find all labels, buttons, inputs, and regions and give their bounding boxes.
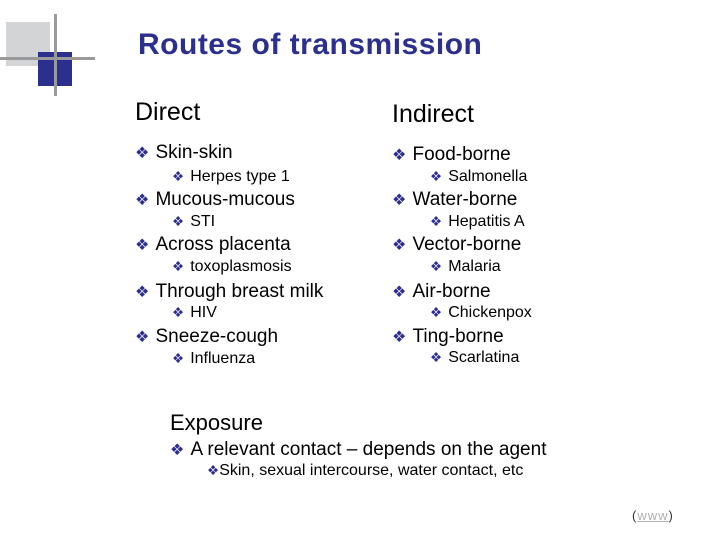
diamond-bullet-icon: ❖: [172, 305, 185, 320]
diamond-bullet-icon: ❖: [392, 146, 407, 164]
decor-horizontal-line: [0, 57, 95, 60]
direct-heading: Direct: [135, 98, 201, 126]
slide-title: Routes of transmission: [138, 28, 483, 61]
diamond-bullet-icon: ❖: [430, 214, 443, 229]
diamond-bullet-icon: ❖: [135, 191, 150, 209]
direct-item: ❖ Sneeze-cough: [135, 326, 279, 347]
diamond-bullet-icon: ❖: [135, 283, 150, 301]
diamond-bullet-icon: ❖: [135, 144, 150, 162]
indirect-subitem: ❖ Chickenpox: [430, 304, 532, 321]
diamond-bullet-icon: ❖: [392, 236, 407, 254]
diamond-bullet-icon: ❖: [392, 283, 407, 301]
diamond-bullet-icon: ❖: [430, 259, 443, 274]
direct-subitem: ❖ toxoplasmosis: [172, 258, 292, 275]
indirect-subitem: ❖ Scarlatina: [430, 349, 520, 366]
diamond-bullet-icon: ❖: [430, 350, 443, 365]
indirect-item: ❖ Vector-borne: [392, 234, 522, 255]
direct-item: ❖ Skin-skin: [135, 142, 233, 163]
indirect-subitem: ❖ Malaria: [430, 258, 501, 275]
source-link[interactable]: www: [637, 508, 669, 523]
exposure-subpoint: ❖Skin, sexual intercourse, water contact, etc: [207, 462, 524, 479]
direct-subitem: ❖ STI: [172, 213, 216, 230]
diamond-bullet-icon: ❖: [430, 169, 443, 184]
diamond-bullet-icon: ❖: [392, 191, 407, 209]
indirect-item: ❖ Food-borne: [392, 144, 511, 165]
diamond-bullet-icon: ❖: [172, 259, 185, 274]
indirect-item: ❖ Water-borne: [392, 189, 518, 210]
decor-vertical-line: [54, 14, 57, 96]
direct-subitem: ❖ HIV: [172, 304, 217, 321]
diamond-bullet-icon: ❖: [172, 214, 185, 229]
direct-subitem: ❖ Herpes type 1: [172, 168, 290, 185]
indirect-item: ❖ Air-borne: [392, 281, 491, 302]
diamond-bullet-icon: ❖: [135, 328, 150, 346]
indirect-subitem: ❖ Salmonella: [430, 168, 528, 185]
direct-item: ❖ Across placenta: [135, 234, 291, 255]
diamond-bullet-icon: ❖: [172, 169, 185, 184]
exposure-point: ❖ A relevant contact – depends on the agent: [170, 439, 547, 460]
diamond-bullet-icon: ❖: [172, 351, 185, 366]
indirect-heading: Indirect: [392, 100, 474, 128]
diamond-bullet-icon: ❖: [170, 441, 185, 459]
direct-item: ❖ Through breast milk: [135, 281, 324, 302]
source-reference: (www): [632, 508, 674, 523]
direct-subitem: ❖ Influenza: [172, 350, 256, 367]
exposure-heading: Exposure: [170, 410, 263, 435]
diamond-bullet-icon: ❖: [135, 236, 150, 254]
diamond-bullet-icon: ❖: [207, 463, 220, 478]
indirect-subitem: ❖ Hepatitis A: [430, 213, 525, 230]
diamond-bullet-icon: ❖: [430, 305, 443, 320]
diamond-bullet-icon: ❖: [392, 328, 407, 346]
indirect-item: ❖ Ting-borne: [392, 326, 504, 347]
direct-item: ❖ Mucous-mucous: [135, 189, 295, 210]
